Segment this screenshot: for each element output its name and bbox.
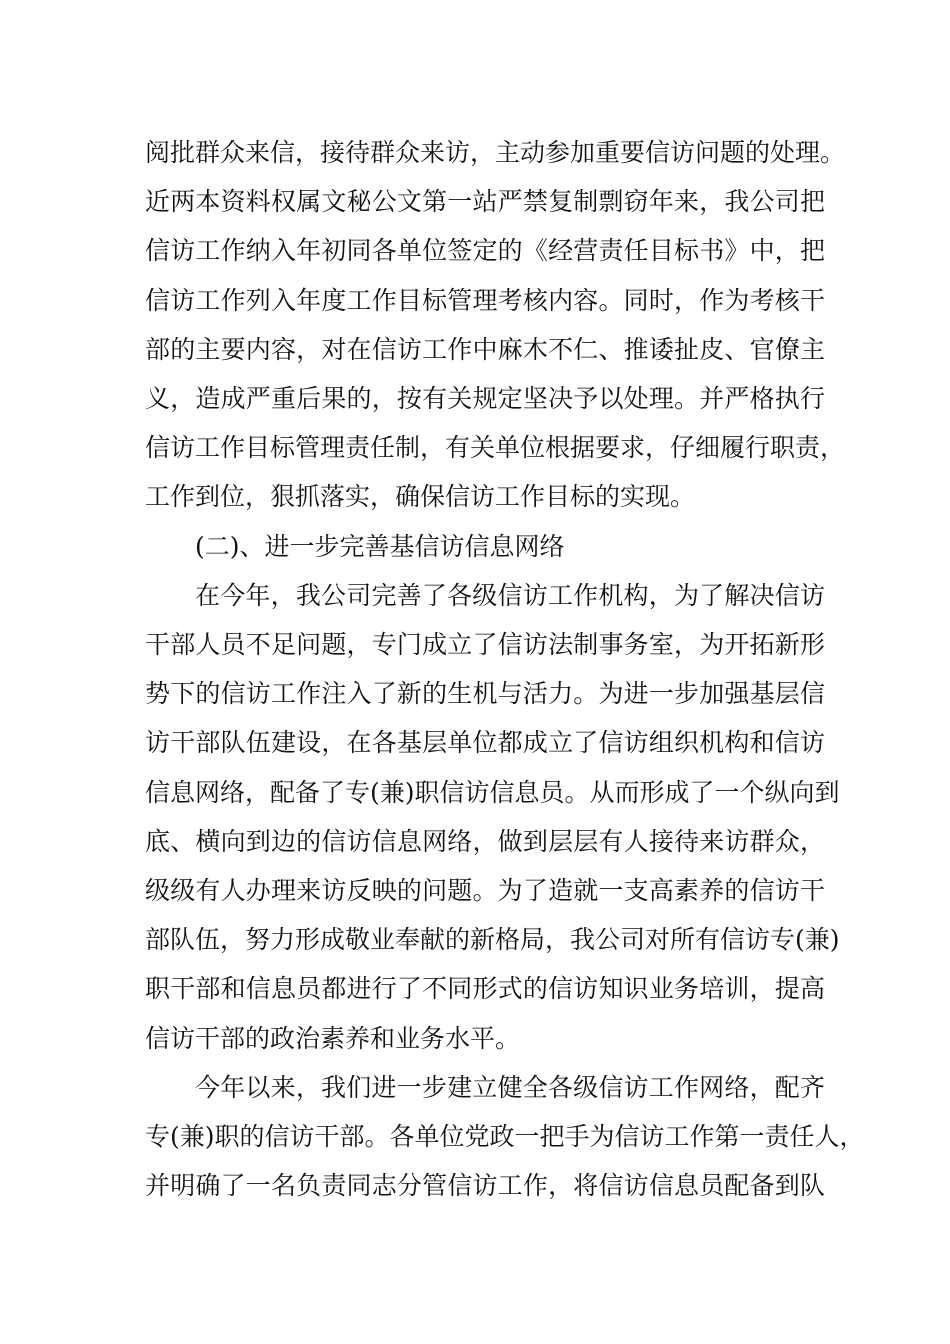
text-line: 义，造成严重后果的，按有关规定坚决予以处理。并严格执行	[145, 384, 825, 414]
paragraph-3	[145, 571, 840, 1063]
paragraph-4	[145, 1063, 865, 1211]
text-line: 阅批群众来信，接待群众来访，主动参加重要信访问题的处理。	[145, 138, 846, 167]
text-line: 干部人员不足问题，专门成立了信访法制事务室，为开拓新形	[145, 630, 825, 660]
text-line: 级级有人办理来访反映的问题。为了造就一支高素养的信访干	[145, 876, 825, 906]
text-line: 信访干部的政治素养和业务水平。	[145, 1023, 521, 1053]
text-line: 信息网络，配备了专(兼)职信访信息员。从而形成了一个纵向到	[145, 777, 840, 807]
document-body	[145, 128, 865, 1210]
text-line: 底、横向到边的信访信息网络，做到层层有人接待来访群众，	[145, 826, 825, 856]
text-line: 专(兼)职的信访干部。各单位党政一把手为信访工作第一责任人，	[145, 1122, 865, 1152]
section-heading	[145, 522, 825, 571]
paragraph-1	[145, 128, 846, 522]
text-line: 信访工作纳入年初同各单位签定的《经营责任目标书》中，把	[145, 236, 825, 266]
text-line: 工作到位，狠抓落实，确保信访工作目标的实现。	[145, 482, 696, 512]
text-line: 部的主要内容，对在信访工作中麻木不仁、推诿扯皮、官僚主	[145, 334, 825, 364]
text-line: 部队伍，努力形成敬业奉献的新格局，我公司对所有信访专(兼)	[145, 925, 840, 955]
text-line: 今年以来，我们进一步建立健全各级信访工作网络，配齐	[195, 1072, 825, 1102]
text-line: 势下的信访工作注入了新的生机与活力。为进一步加强基层信	[145, 679, 825, 709]
text-line: 近两本资料权属文秘公文第一站严禁复制剽窃年来，我公司把	[145, 187, 825, 217]
text-line: 在今年，我公司完善了各级信访工作机构，为了解决信访	[195, 580, 825, 610]
text-line: 信访工作目标管理责任制，有关单位根据要求，仔细履行职责，	[145, 433, 846, 463]
text-line: 并明确了一名负责同志分管信访工作，将信访信息员配备到队	[145, 1171, 825, 1201]
text-line: 访干部队伍建设，在各基层单位都成立了信访组织机构和信访	[145, 728, 825, 758]
heading-text: (二)、进一步完善基信访信息网络	[195, 531, 565, 561]
text-line: 职干部和信息员都进行了不同形式的信访知识业务培训，提高	[145, 974, 825, 1004]
text-line: 信访工作列入年度工作目标管理考核内容。同时，作为考核干	[145, 285, 825, 315]
